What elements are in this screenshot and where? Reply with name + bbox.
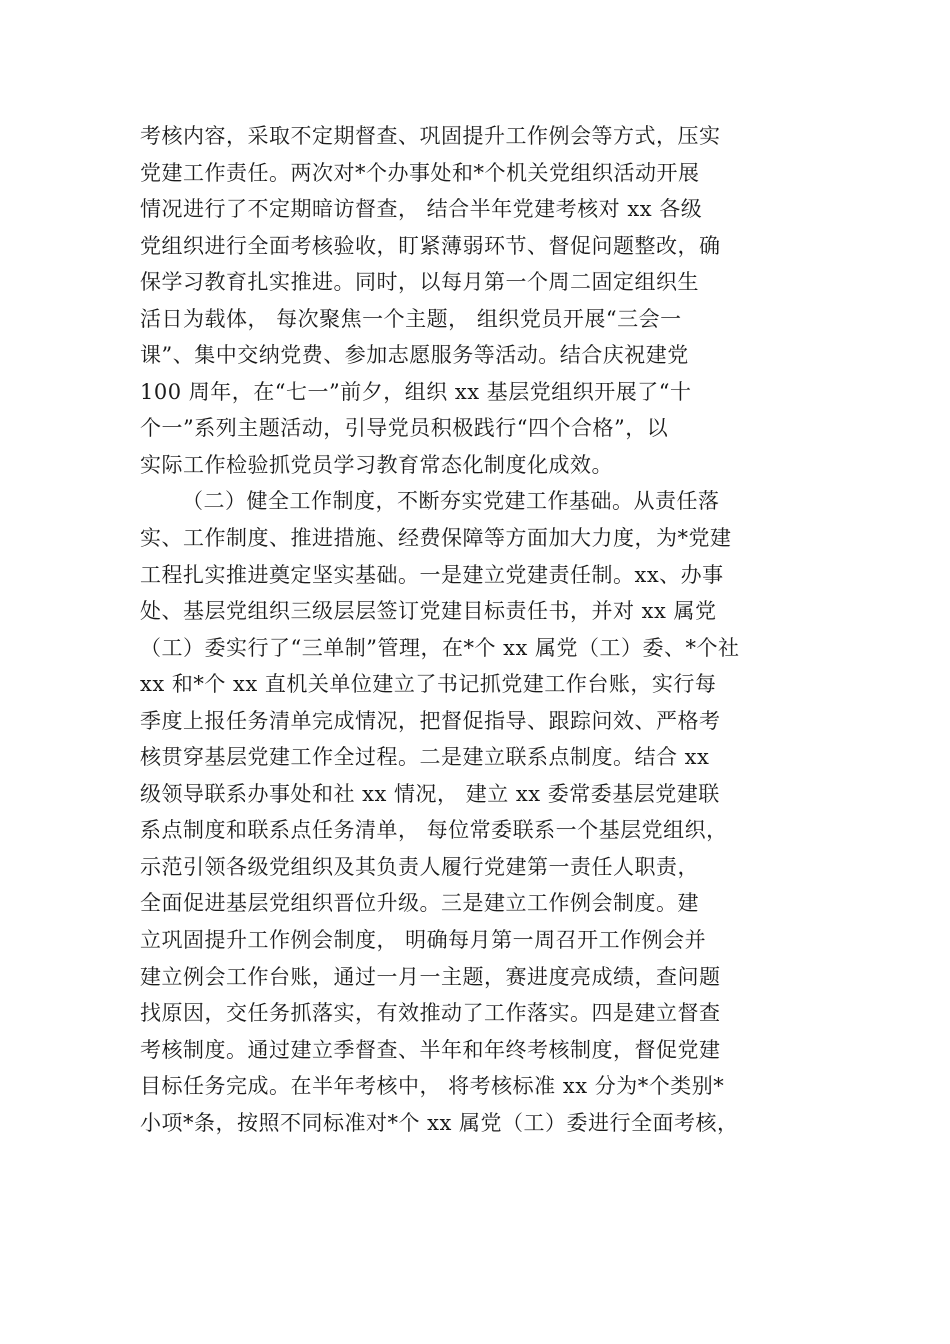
text-line: 党建工作责任。两次对*个办事处和*个机关党组织活动开展 (140, 160, 700, 185)
text-line: 目标任务完成。在半年考核中， 将考核标准 xx 分为*个类别* (140, 1074, 725, 1099)
text-line: 季度上报任务清单完成情况，把督促指导、跟踪问效、严格考 (140, 708, 721, 733)
text-line: 考核内容，采取不定期督查、巩固提升工作例会等方式，压实 (140, 124, 721, 148)
text-line: 课”、集中交纳党费、参加志愿服务等活动。结合庆祝建党 (140, 343, 689, 368)
text-line: 处、基层党组织三级层层签订党建目标责任书，并对 xx 属党 (140, 599, 717, 624)
text-line: 找原因，交任务抓落实，有效推动了工作落实。四是建立督查 (140, 1001, 721, 1026)
text-line: 实、工作制度、推进措施、经费保障等方面加大力度，为*党建 (140, 526, 732, 551)
text-line: 活日为载体， 每次聚焦一个主题， 组织党员开展“三会一 (140, 306, 682, 331)
paragraph-1 (140, 118, 830, 483)
paragraph-heading-line: （二）健全工作制度，不断夯实党建工作基础。从责任落 (182, 489, 720, 514)
text-line: 全面促进基层党组织晋位升级。三是建立工作例会制度。建 (140, 891, 699, 916)
text-line: 党组织进行全面考核验收，盯紧薄弱环节、督促问题整改，确 (140, 233, 721, 258)
text-line: （工）委实行了“三单制”管理，在*个 xx 属党（工）委、*个社 (140, 635, 740, 660)
text-line: 小项*条，按照不同标准对*个 xx 属党（工）委进行全面考核， (140, 1110, 739, 1135)
text-line: 100 周年，在“七一”前夕，组织 xx 基层党组织开展了“十 (140, 379, 692, 404)
paragraph-2 (140, 483, 830, 1141)
text-line: 核贯穿基层党建工作全过程。二是建立联系点制度。结合 xx (140, 745, 710, 770)
text-line: 个一”系列主题活动，引导党员积极践行“四个合格”，以 (140, 416, 669, 441)
text-line: 情况进行了不定期暗访督查， 结合半年党建考核对 xx 各级 (140, 197, 703, 222)
text-line: 级领导联系办事处和社 xx 情况， 建立 xx 委常委基层党建联 (140, 781, 720, 806)
text-line: 考核制度。通过建立季督查、半年和年终考核制度，督促党建 (140, 1037, 721, 1062)
text-line: 工程扎实推进奠定坚实基础。一是建立党建责任制。xx、办事 (140, 562, 724, 587)
body-text (140, 118, 830, 1141)
text-line: 系点制度和联系点任务清单， 每位常委联系一个基层党组织， (140, 818, 728, 843)
text-line: 示范引领各级党组织及其负责人履行党建第一责任人职责， (140, 854, 699, 879)
text-line: 实际工作检验抓党员学习教育常态化制度化成效。 (140, 452, 613, 477)
text-line: 立巩固提升工作例会制度， 明确每月第一周召开工作例会并 (140, 928, 707, 953)
text-line: 保学习教育扎实推进。同时，以每月第一个周二固定组织生 (140, 270, 699, 295)
text-line: xx 和*个 xx 直机关单位建立了书记抓党建工作台账，实行每 (140, 672, 717, 697)
text-line: 建立例会工作台账，通过一月一主题，赛进度亮成绩，查问题 (140, 964, 721, 989)
